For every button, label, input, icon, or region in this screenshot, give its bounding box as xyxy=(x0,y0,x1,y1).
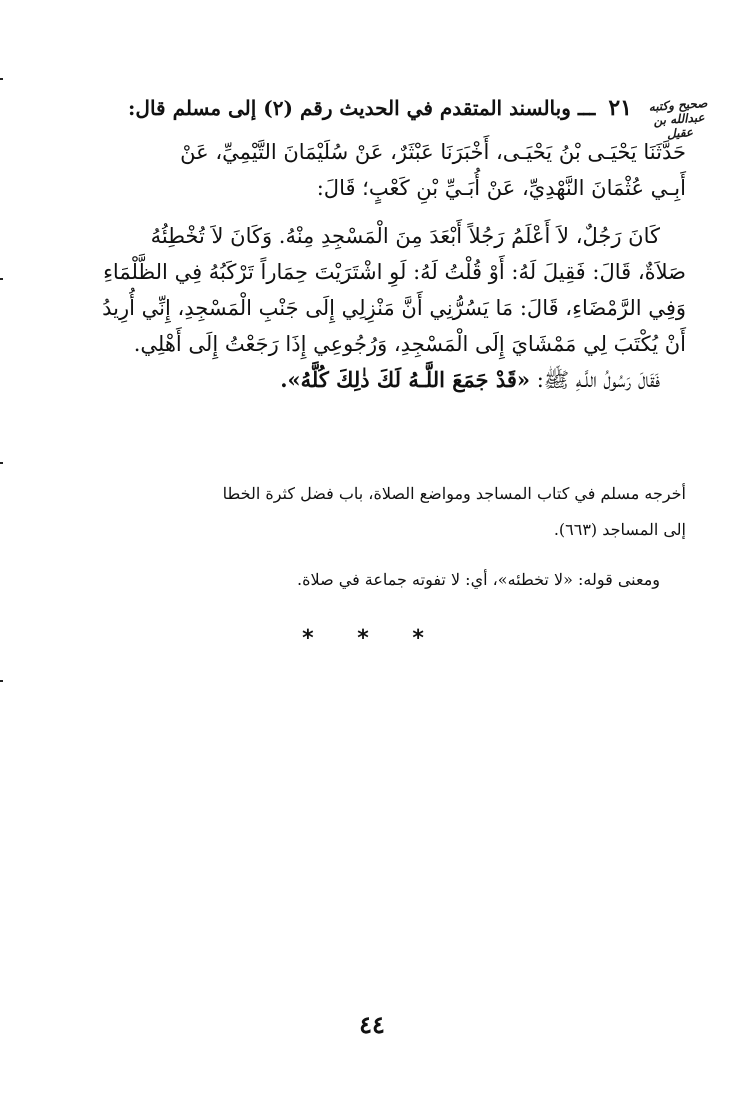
matn-line: كَانَ رَجُلٌ، لاَ أَعْلَمُ رَجُلاً أَبْعَدَ مِنَ الْمَسْجِدِ مِنْهُ. وَكَانَ لاَ تُخْطِئُهُ xyxy=(150,224,660,248)
hadith-matn xyxy=(58,218,686,398)
stamp-line: صحيح وكتبه xyxy=(648,96,708,115)
scan-margin-mark xyxy=(0,462,3,464)
scan-margin-mark xyxy=(0,680,3,682)
takhrij-note xyxy=(58,476,686,548)
section-separator: * * * xyxy=(302,626,442,651)
takhrij-line: إلى المساجد (٦٦٣). xyxy=(553,520,686,539)
hadith-number: ٢١ xyxy=(608,95,632,121)
matn-line: وَفِي الرَّمْضَاءِ، قَالَ: مَا يَسُرُّنِي أَنَّ مَنْزِلِي إِلَى جَنْبِ الْمَسْجِدِ، إِنِّي أُرِيدُ xyxy=(102,296,686,320)
stamp-line: عبدالله بن عقيل xyxy=(652,110,705,141)
takhrij-line: أخرجه مسلم في كتاب المساجد ومواضع الصلاة، باب فضل كثرة الخطا xyxy=(222,484,686,503)
prophet-intro: فَقَالَ رَسُولُ اللَّـهِ ﷺ: xyxy=(530,368,660,392)
prophet-saying: «قَدْ جَمَعَ اللَّـهُ لَكَ ذٰلِكَ كُلَّهُ». xyxy=(280,367,531,392)
hadith-heading-text: ـــ وبالسند المتقدم في الحديث رقم (٢) إلى مسلم قال: xyxy=(128,96,596,120)
matn-line: صَلاَةٌ، قَالَ: فَقِيلَ لَهُ: أَوْ قُلْتُ لَهُ: لَوِ اشْتَرَيْتَ حِمَاراً تَرْكَبُهُ فِي الظَّلْمَاءِ xyxy=(103,260,686,284)
hadith-heading xyxy=(90,95,632,121)
isnad-line: أَبِـي عُثْمَانَ النَّهْدِيِّ، عَنْ أُبَـيِّ بْنِ كَعْبٍ؛ قَالَ: xyxy=(316,176,686,200)
isnad-line: حَدَّثَنَا يَحْيَـى بْنُ يَحْيَـى، أَخْبَرَنَا عَبْثَرٌ، عَنْ سُلَيْمَانَ التَّيْمِيِّ، عَنْ xyxy=(180,140,686,164)
scan-margin-mark xyxy=(0,78,3,80)
meaning-line: ومعنى قوله: «لا تخطئه»، أي: لا تفوته جماعة في صلاة. xyxy=(297,570,660,589)
scan-margin-mark xyxy=(0,278,3,280)
meaning-note xyxy=(58,562,660,598)
page-number: ٤٤ xyxy=(359,1010,385,1039)
matn-line: أَنْ يُكْتَبَ لِي مَمْشَايَ إِلَى الْمَسْجِدِ، وَرُجُوعِي إِذَا رَجَعْتُ إِلَى أَهْلِي. xyxy=(133,332,686,356)
matn-line xyxy=(58,362,686,398)
hadith-isnad xyxy=(58,134,686,206)
